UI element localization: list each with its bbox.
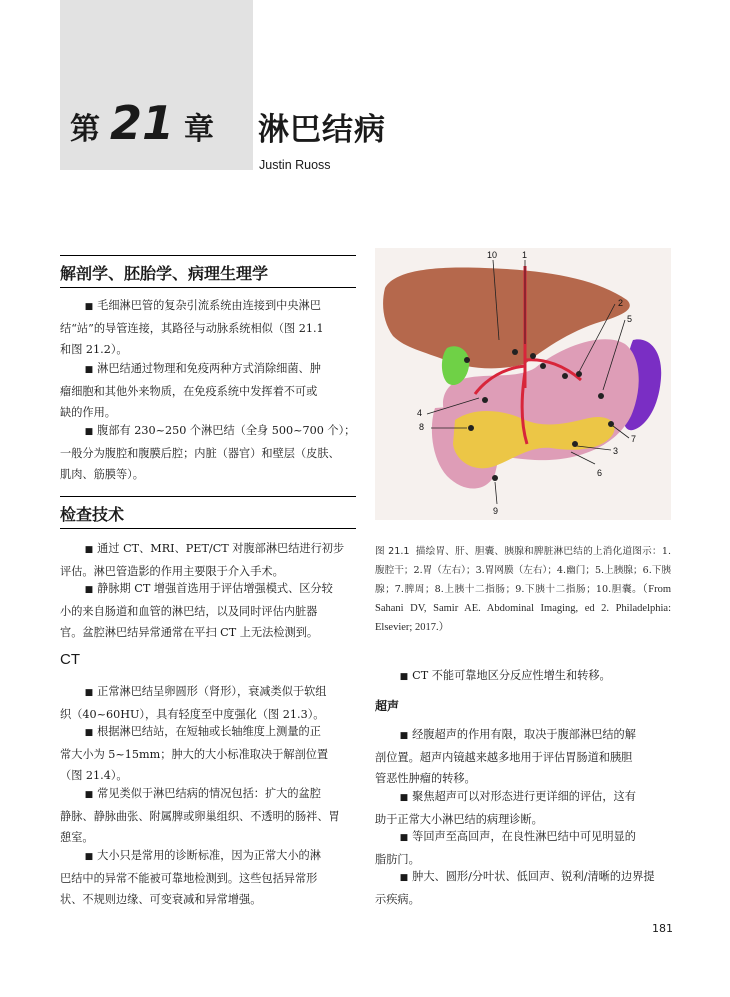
bullet-icon: ■ bbox=[399, 731, 409, 741]
figure-label: 6 bbox=[597, 468, 603, 478]
figure-caption-label: 图 21.1 bbox=[375, 546, 410, 557]
bullet-icon: ■ bbox=[399, 793, 409, 803]
lymph-node bbox=[468, 425, 474, 431]
chapter-number: 21 bbox=[110, 96, 175, 150]
figure-label: 8 bbox=[419, 422, 425, 432]
bullet-icon: ■ bbox=[84, 365, 94, 375]
paragraph-ct-4: ■ 大小只是常用的诊断标准，因为正常大小的淋 巴结中的异常不能被可靠地检测到。这些包括异常形 状、不规则边缘、可变衰减和异常增强。 bbox=[60, 849, 321, 906]
paragraph-anatomy-3: ■ 腹部有 230~250 个淋巴结（全身 500~700 个）； 一般分为腹腔和腹膜后腔；内脏（器官）和壁层（皮肤、 肌肉、筋膜等）。 bbox=[60, 424, 356, 481]
figure-label: 10 bbox=[487, 250, 498, 260]
subheading-ultrasound: 超声 bbox=[375, 699, 400, 713]
figure-label: 5 bbox=[627, 314, 633, 324]
figure-label: 9 bbox=[493, 506, 499, 516]
bullet-icon: ■ bbox=[84, 688, 94, 698]
paragraph-us-3: ■ 等回声至高回声，在良性淋巴结中可见明显的 脂肪门。 bbox=[375, 830, 636, 866]
bullet-icon: ■ bbox=[399, 672, 409, 682]
paragraph-ct-3: ■ 常见类似于淋巴结病的情况包括：扩大的盆腔 静脉、静脉曲张、附属脾或卵巢组织、不透明的肠袢、胃 憩室。 bbox=[60, 787, 340, 844]
paragraph-us-4: ■ 肿大、圆形/分叶状、低回声、锐利/清晰的边界提 示疾病。 bbox=[375, 870, 655, 906]
paragraph-ct-2: ■ 根据淋巴结站，在短轴或长轴维度上测量的正 常大小为 5~15mm；肿大的大小标准取决于解剖位置 （图 21.4）。 bbox=[60, 725, 329, 782]
figure-label: 4 bbox=[417, 408, 423, 418]
paragraph-technique-1: ■ 通过 CT、MRI、PET/CT 对腹部淋巴结进行初步 评估。淋巴管造影的作用主要限于介入手术。 bbox=[60, 542, 345, 578]
figure-caption-text: 描绘胃、肝、胆囊、胰腺和脾脏淋巴结的上消化道图示：1.腹腔干；2.胃（左右）；3.胃网膜（左右）；4.幽门；5.上胰腺；6.下胰腺；7.脾周；8.上胰十二指肠；9.下胰十二指肠；10.胆囊。 bbox=[375, 546, 671, 595]
figure-label: 2 bbox=[618, 298, 624, 308]
paragraph-technique-2: ■ 静脉期 CT 增强首选用于评估增强模式、区分较 小的来自肠道和血管的淋巴结，以及同时评估内脏器 官。盆腔淋巴结异常通常在平扫 CT 上无法检测到。 bbox=[60, 582, 333, 639]
paragraph-ct-5: ■ CT 不能可靠地区分反应性增生和转移。 bbox=[399, 669, 611, 682]
figure-label: 1 bbox=[522, 250, 528, 260]
lymph-node bbox=[562, 373, 568, 379]
paragraph-ct-1: ■ 正常淋巴结呈卵圆形（肾形），衰减类似于软组 织（40~60HU），具有轻度至中度强化（图 21.3）。 bbox=[60, 685, 327, 721]
bullet-icon: ■ bbox=[84, 427, 94, 437]
bullet-icon: ■ bbox=[84, 545, 94, 555]
section-heading-anatomy: 解剖学、胚胎学、病理生理学 bbox=[60, 255, 356, 288]
lymph-node bbox=[482, 397, 488, 403]
bullet-icon: ■ bbox=[84, 585, 94, 595]
figure-label: 7 bbox=[631, 434, 637, 444]
lymph-node bbox=[492, 475, 498, 481]
bullet-icon: ■ bbox=[84, 790, 94, 800]
bullet-icon: ■ bbox=[399, 873, 409, 883]
section-heading-technique: 检查技术 bbox=[60, 496, 356, 529]
gi-lymph-node-illustration bbox=[375, 248, 671, 520]
figure-label: 3 bbox=[613, 446, 619, 456]
lymph-node bbox=[512, 349, 518, 355]
chapter-number-heading bbox=[70, 96, 216, 150]
chapter-prefix: 第 bbox=[70, 112, 102, 147]
paragraph-us-1: ■ 经腹超声的作用有限，取决于腹部淋巴结的解 剖位置。超声内镜越来越多地用于评估胃肠道和胰胆 管恶性肿瘤的转移。 bbox=[375, 728, 636, 785]
page-number: 181 bbox=[652, 922, 673, 935]
bullet-icon: ■ bbox=[399, 833, 409, 843]
figure-caption-source: （From Sahani DV, Samir AE. Abdominal Imaging, ed 2. Philadelphia: Elsevier; 2017.） bbox=[375, 584, 671, 633]
lymph-node bbox=[540, 363, 546, 369]
bullet-icon: ■ bbox=[84, 852, 94, 862]
bullet-icon: ■ bbox=[84, 302, 94, 312]
lymph-node bbox=[530, 353, 536, 359]
chapter-suffix: 章 bbox=[184, 112, 217, 147]
lymph-node bbox=[464, 357, 470, 363]
subheading-ct: CT bbox=[60, 651, 80, 668]
author-name: Justin Ruoss bbox=[259, 158, 331, 172]
paragraph-us-2: ■ 聚焦超声可以对形态进行更详细的评估，这有 助于正常大小淋巴结的病理诊断。 bbox=[375, 790, 636, 826]
figure-caption bbox=[375, 542, 671, 637]
paragraph-anatomy-1: ■ 毛细淋巴管的复杂引流系统由连接到中央淋巴 结“站”的导管连接，其路径与动脉系统相似（图 21.1 和图 21.2）。 bbox=[60, 299, 324, 356]
paragraph-anatomy-2: ■ 淋巴结通过物理和免疫两种方式消除细菌、肿 瘤细胞和其他外来物质，在免疫系统中发挥着不可或 缺的作用。 bbox=[60, 362, 321, 419]
chapter-title: 淋巴结病 bbox=[258, 112, 386, 148]
bullet-icon: ■ bbox=[84, 728, 94, 738]
lymph-node bbox=[598, 393, 604, 399]
